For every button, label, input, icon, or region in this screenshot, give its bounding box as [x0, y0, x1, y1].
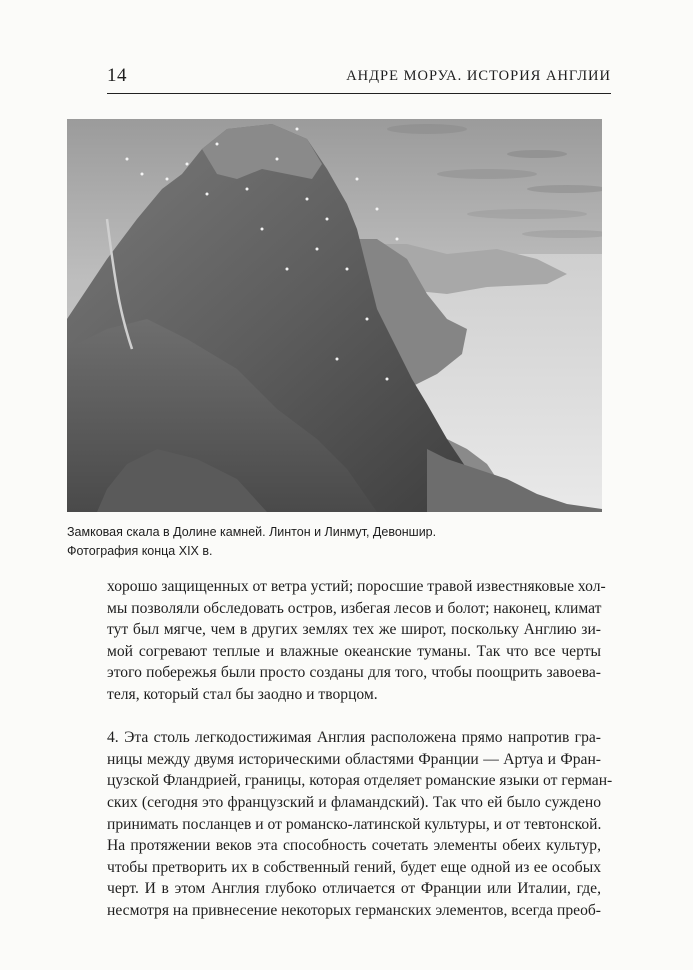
text-line: черт. И в этом Англия глубоко отличается от Франции или Италии, где,: [107, 880, 601, 898]
page-number: 14: [107, 65, 127, 86]
text-line: ских (сегодня это французский и фламандский). Так что ей было суждено: [107, 793, 601, 811]
cliff-photo: [67, 119, 602, 512]
figure-caption: [67, 523, 627, 561]
text-line: 4. Эта столь легкодостижимая Англия расположена прямо напротив гра-: [107, 729, 601, 747]
paragraph: [107, 576, 606, 706]
text-line: мы позволяли обследовать остров, избегая лесов и болот; наконец, климат: [107, 599, 602, 617]
text-line: мой согревают теплые и влажные океанские туманы. Так что все черты: [107, 642, 601, 660]
text-line: цузской Фландрией, границы, которая отделяет романские языки от герман-: [107, 772, 613, 790]
text-line: хорошо защищенных от ветра устий; поросшие травой известняковые хол-: [107, 578, 606, 595]
header-rule: [107, 93, 611, 94]
text-line: этого побережья были просто созданы для того, чтобы поощрить завоева-: [107, 664, 601, 682]
text-line: тут был мягче, чем в других землях тех же широт, поскольку Англию зи-: [107, 621, 601, 639]
text-line: принимать посланцев и от романско-латинской культуры, и от тевтонской.: [107, 815, 602, 833]
paragraph: [107, 727, 613, 921]
caption-line: Фотография конца XIX в.: [67, 544, 213, 558]
text-line: чтобы претворить их в собственный гений, будет еще одной из ее особых: [107, 858, 601, 876]
text-line: На протяжении веков эта способность сочетать элементы обеих культур,: [107, 837, 601, 855]
text-line: ницы между двумя историческими областями Франции — Артуа и Фран-: [107, 750, 601, 768]
text-line: несмотря на привнесение некоторых германских элементов, всегда преоб-: [107, 901, 601, 919]
running-head: АНДРЕ МОРУА. ИСТОРИЯ АНГЛИИ: [346, 68, 611, 84]
text-line: теля, который стал бы заодно и творцом.: [107, 685, 378, 703]
body-text: [107, 576, 613, 922]
caption-line: Замковая скала в Долине камней. Линтон и Линмут, Девоншир.: [67, 525, 437, 539]
